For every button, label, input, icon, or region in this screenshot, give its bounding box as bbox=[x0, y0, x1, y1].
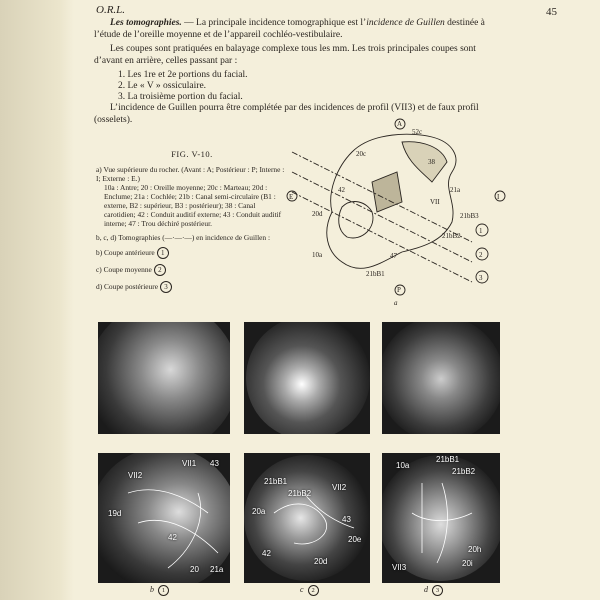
photo-label: 20h bbox=[468, 545, 482, 554]
caption-letter: d bbox=[424, 585, 428, 594]
figure-item bbox=[96, 281, 288, 293]
paragraph-3: L’incidence de Guillen pourra être complétée par des incidences de profil (VII3) et de faux profil (osselets). bbox=[94, 103, 479, 125]
caption-letter: c bbox=[300, 585, 304, 594]
diagram-label: 52c bbox=[412, 128, 423, 136]
diagram-label: E bbox=[289, 193, 294, 201]
circled-number: 1 bbox=[157, 247, 169, 259]
photo-label: 20i bbox=[462, 559, 473, 568]
running-header: O.R.L. bbox=[96, 4, 126, 16]
diagram-label: 47 bbox=[390, 252, 397, 260]
figure-item bbox=[96, 264, 288, 276]
tomogram-field bbox=[246, 322, 370, 434]
photo-caption-c bbox=[300, 585, 319, 596]
diagram-label: 21bB3 bbox=[460, 212, 479, 220]
figure-bcd-text: b, c, d) Tomographies (—·—·—) en incidence de Guillen : bbox=[96, 233, 271, 242]
photo-label: VII2 bbox=[332, 483, 347, 492]
diagram-label: 21bB2 bbox=[442, 232, 461, 240]
diagram-label: 21a bbox=[450, 186, 461, 194]
tomogram-field bbox=[98, 322, 230, 434]
section-title: Les tomographies. bbox=[110, 18, 182, 28]
figure-item-label: d) Coupe postérieure bbox=[96, 282, 158, 291]
circled-number: 3 bbox=[432, 585, 443, 596]
photo-caption-d bbox=[424, 585, 443, 596]
photo-label: 43 bbox=[342, 515, 351, 524]
tomogram-bottom-c bbox=[244, 453, 370, 583]
list-item: 3. La troisième portion du facial. bbox=[118, 92, 243, 102]
photo-label: 42 bbox=[262, 549, 271, 558]
photo-label: 20 bbox=[190, 565, 199, 574]
photo-label: 43 bbox=[210, 459, 219, 468]
page-number: 45 bbox=[546, 6, 557, 18]
intro-rest: destinée à l’étude de l’oreille moyenne et de l’appareil cochléo-vestibulaire. bbox=[94, 18, 485, 40]
photo-label: VII2 bbox=[128, 471, 143, 480]
intro-italic: incidence de Guillen bbox=[366, 18, 445, 28]
diagram-label: 20c bbox=[356, 150, 367, 158]
photo-label: 42 bbox=[168, 533, 177, 542]
figure-item bbox=[96, 247, 288, 259]
tomogram-overlay bbox=[98, 453, 230, 583]
circled-number: 2 bbox=[154, 264, 166, 276]
circled-number: 1 bbox=[158, 585, 169, 596]
circled-number: 2 bbox=[308, 585, 319, 596]
circled-number: 3 bbox=[160, 281, 172, 293]
diagram-label: 1 bbox=[479, 227, 483, 235]
tomogram-top-d bbox=[382, 322, 500, 434]
photo-label: 20d bbox=[314, 557, 328, 566]
diagram-label: 38 bbox=[428, 158, 435, 166]
tomogram-bottom-b bbox=[98, 453, 230, 583]
intro-lead: — La principale incidence tomographique est l’ bbox=[181, 18, 367, 28]
petrous-bone-diagram bbox=[282, 112, 508, 302]
photo-label: 20a bbox=[252, 507, 266, 516]
diagram-label: 2 bbox=[479, 251, 483, 259]
tomogram-top-b bbox=[98, 322, 230, 434]
diagram-caption: a bbox=[394, 299, 398, 307]
diagram-label: 3 bbox=[479, 274, 483, 282]
tomogram-bottom-d bbox=[382, 453, 500, 583]
diagram-label: 10a bbox=[312, 251, 323, 259]
photo-caption-b bbox=[150, 585, 169, 596]
photo-label: VII3 bbox=[392, 563, 407, 572]
tomogram-overlay bbox=[244, 453, 370, 583]
photo-label: 21bB1 bbox=[436, 455, 460, 464]
photo-label: 21a bbox=[210, 565, 224, 574]
figure-a-text: a) Vue supérieure du rocher. (Avant : A; Postérieur : P; Interne : I; Externe : E.) bbox=[96, 165, 285, 183]
tomogram-field bbox=[382, 322, 500, 434]
photo-label: 21bB2 bbox=[288, 489, 312, 498]
figure-caption bbox=[96, 150, 288, 293]
page-gutter bbox=[0, 0, 74, 600]
photo-label: VII1 bbox=[182, 459, 197, 468]
slice-list bbox=[118, 70, 248, 103]
intro-paragraph bbox=[94, 18, 504, 41]
diagram-label: A bbox=[397, 120, 403, 128]
photo-label: 19d bbox=[108, 509, 122, 518]
diagram-label: 21bB1 bbox=[366, 270, 385, 278]
figure-item-label: c) Coupe moyenne bbox=[96, 265, 152, 274]
photo-label: 10a bbox=[396, 461, 410, 470]
figure-title: FIG. V-10. bbox=[171, 149, 213, 159]
diagram-label: VII bbox=[430, 198, 440, 206]
list-item: 1. Les 1re et 2e portions du facial. bbox=[118, 70, 248, 80]
figure-item-label: b) Coupe antérieure bbox=[96, 248, 155, 257]
diagram-label: 42 bbox=[338, 186, 345, 194]
photo-label: 20e bbox=[348, 535, 362, 544]
caption-letter: b bbox=[150, 585, 154, 594]
diagram-label: P bbox=[397, 286, 401, 294]
photo-label: 21bB2 bbox=[452, 467, 476, 476]
photo-label: 21bB1 bbox=[264, 477, 288, 486]
paragraph-2: Les coupes sont pratiquées en balayage complexe tous les mm. Les trois principales coupes sont d’avant en arrière, celles passant par : bbox=[94, 44, 476, 66]
diagram-label: 20d bbox=[312, 210, 323, 218]
list-item: 2. Le « V » ossiculaire. bbox=[118, 81, 207, 91]
diagram-label: I bbox=[497, 193, 500, 201]
tomogram-top-c bbox=[244, 322, 370, 434]
figure-legend: 10a : Antre; 20 : Oreille moyenne; 20c : Marteau; 20d : Enclume; 21a : Cochlée; 21b : Canal semi-circulaire (B1 : externe, B2 : supérieur, B3 : postérieur); 38 : Canal carotidien; 42 : Conduit auditif externe; 43 : Conduit auditif interne; 47 : Trou déchiré postérieur. bbox=[104, 183, 282, 228]
